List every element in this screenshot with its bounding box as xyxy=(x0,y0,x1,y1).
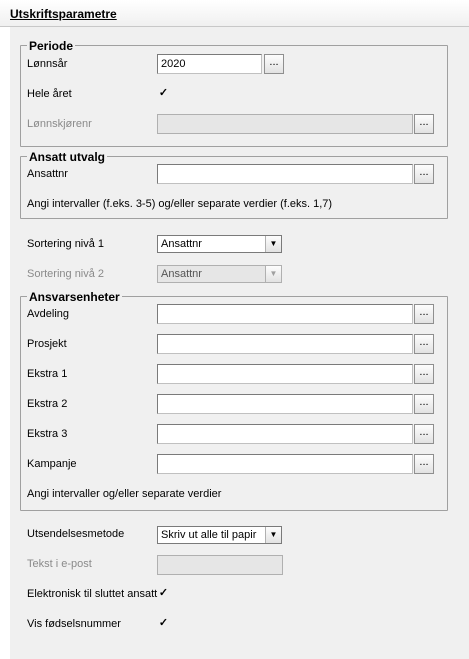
page-title: Utskriftsparametre xyxy=(10,7,117,21)
elektronisk-sluttet-label: Elektronisk til sluttet ansatt xyxy=(27,588,158,600)
ansattnr-browse-button[interactable]: ... xyxy=(414,164,434,184)
lonnsar-input[interactable]: 2020 xyxy=(157,54,262,74)
vis-fodselsnummer-checkbox[interactable]: ✓ xyxy=(158,617,169,629)
ekstra2-input[interactable] xyxy=(157,394,413,414)
elektronisk-sluttet-checkbox[interactable]: ✓ xyxy=(158,587,169,599)
sortering-niva2-select xyxy=(157,265,282,283)
periode-legend: Periode xyxy=(29,39,74,53)
hele-aret-checkbox[interactable]: ✓ xyxy=(158,87,169,99)
lonnskjorenr-input xyxy=(157,114,413,134)
ekstra3-label: Ekstra 3 xyxy=(27,428,68,440)
ansattnr-hint: Angi intervaller (f.eks. 3-5) og/eller separate verdier (f.eks. 1,7) xyxy=(27,198,333,210)
prosjekt-input[interactable] xyxy=(157,334,413,354)
sortering-niva1-value: Ansattnr xyxy=(161,238,202,250)
prosjekt-label: Prosjekt xyxy=(27,338,67,350)
sortering-niva2-label: Sortering nivå 2 xyxy=(27,268,105,280)
sortering-niva1-label: Sortering nivå 1 xyxy=(27,238,105,250)
chevron-down-icon[interactable]: ▼ xyxy=(265,527,281,543)
chevron-down-icon: ▼ xyxy=(265,266,281,282)
avdeling-label: Avdeling xyxy=(27,308,69,320)
lonnsar-label: Lønnsår xyxy=(27,58,68,70)
tekst-epost-label: Tekst i e-post xyxy=(27,558,92,570)
hele-aret-label: Hele året xyxy=(27,88,72,100)
ansvarsenheter-hint: Angi intervaller og/eller separate verdier xyxy=(27,488,222,500)
ansvarsenheter-legend: Ansvarsenheter xyxy=(29,290,120,304)
lonnskjorenr-label: Lønnskjørenr xyxy=(27,118,92,130)
ansattnr-label: Ansattnr xyxy=(27,168,68,180)
ekstra1-label: Ekstra 1 xyxy=(27,368,68,380)
utsendelsesmetode-value: Skriv ut alle til papir xyxy=(161,529,257,541)
ekstra1-input[interactable] xyxy=(157,364,413,384)
ekstra2-browse-button[interactable]: ... xyxy=(414,394,434,414)
sortering-niva2-value: Ansattnr xyxy=(161,268,202,280)
tekst-epost-input xyxy=(157,555,283,575)
chevron-down-icon[interactable]: ▼ xyxy=(265,236,281,252)
lonnskjorenr-browse-button[interactable]: ... xyxy=(414,114,434,134)
utsendelsesmetode-select[interactable] xyxy=(157,526,282,544)
prosjekt-browse-button[interactable]: ... xyxy=(414,334,434,354)
ekstra2-label: Ekstra 2 xyxy=(27,398,68,410)
vis-fodselsnummer-label: Vis fødselsnummer xyxy=(27,618,121,630)
avdeling-browse-button[interactable]: ... xyxy=(414,304,434,324)
ansattnr-input[interactable] xyxy=(157,164,413,184)
ekstra3-input[interactable] xyxy=(157,424,413,444)
ansatt-utvalg-legend: Ansatt utvalg xyxy=(29,150,106,164)
utsendelsesmetode-label: Utsendelsesmetode xyxy=(27,528,125,540)
ekstra1-browse-button[interactable]: ... xyxy=(414,364,434,384)
kampanje-browse-button[interactable]: ... xyxy=(414,454,434,474)
lonnsar-browse-button[interactable]: ... xyxy=(264,54,284,74)
kampanje-input[interactable] xyxy=(157,454,413,474)
ekstra3-browse-button[interactable]: ... xyxy=(414,424,434,444)
sortering-niva1-select[interactable] xyxy=(157,235,282,253)
avdeling-input[interactable] xyxy=(157,304,413,324)
kampanje-label: Kampanje xyxy=(27,458,77,470)
